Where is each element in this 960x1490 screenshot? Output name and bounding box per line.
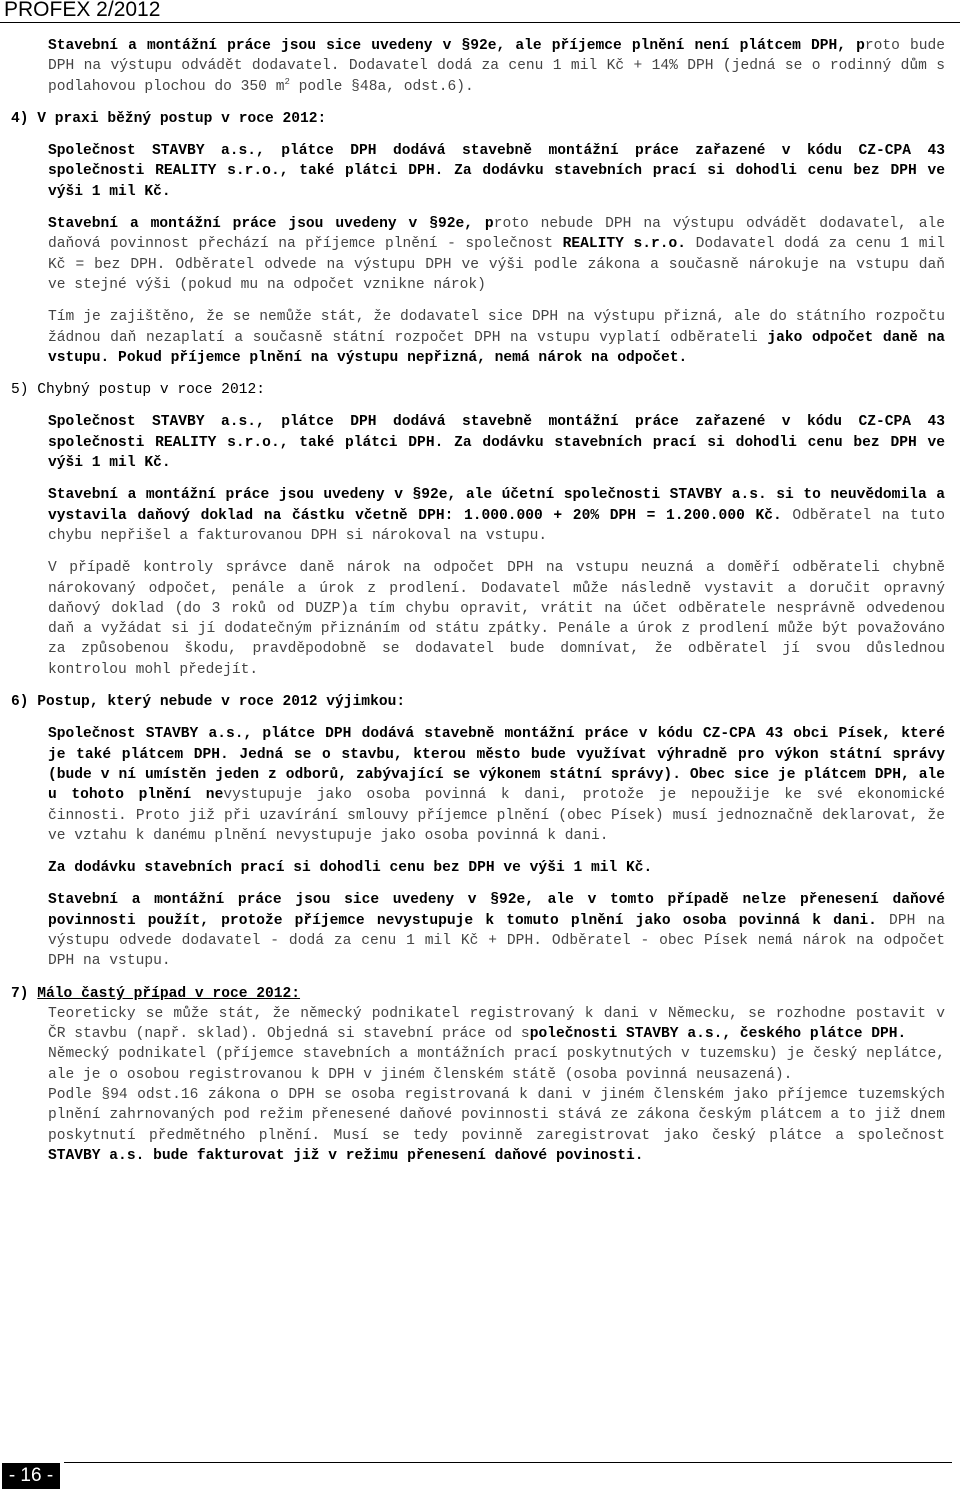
section-6-paragraph-2: Za dodávku stavebních prací si dohodli cenu bez DPH ve výši 1 mil Kč. bbox=[48, 860, 653, 877]
page-header bbox=[0, 0, 960, 23]
journal-title: PROFEX 2/2012 bbox=[4, 0, 161, 21]
section-4-paragraph-1: Společnost STAVBY a.s., plátce DPH dodává stavebně montážní práce zařazené v kódu CZ-CPA 43 společnosti REALITY s.r.o., také plátci DPH. Za dodávku stavebních prací si dohodli cenu bez DPH ve výši 1 mil Kč. bbox=[48, 143, 945, 200]
section-6-paragraph-1: Společnost STAVBY a.s., plátce DPH dodává stavebně montážní práce v kódu CZ-CPA 43 obci Písek, které je také plátcem DPH. Jedná se o stavbu, kterou město bude využívat výhradně pro výkon státní správy (bude v ní umístěn jeden z odborů, zabývající se výkonem státní správy). Obec sice je plátcem DPH, ale u tohoto plnění nevystupuje jako osoba povinná k dani, protože je nepoužije ke své ekonomické činnosti. Proto již při uzavírání smlouvy příjemce plnění (obec Písek) musí jednoznačně deklarovat, že ve vztahu k danému plnění nevystupuje jako osoba povinná k dani. bbox=[48, 726, 945, 844]
section-7-paragraph-2: Německý podnikatel (příjemce stavebních a montážních prací poskytnutých v tuzemsku) je český neplátce, ale je o osobou registrovanou k DPH v jiném členském státě (osoba povinná neusazená). bbox=[48, 1046, 945, 1083]
section-4-paragraph-3: Tím je zajištěno, že se nemůže stát, že dodavatel sice DPH na výstupu přizná, ale do státního rozpočtu žádnou daň nezaplatí a současně státní rozpočet DPH na vstupu vyplatí odběrateli jako odpočet daně na vstupu. Pokud příjemce plnění na výstupu nepřizná, nemá nárok na odpočet. bbox=[48, 309, 946, 366]
section-5-paragraph-3: V případě kontroly správce daně nárok na odpočet DPH na vstupu neuzná a doměří odběrateli chybně nárokovaný odpočet, penále a úrok z prodlení. Dodavatel může následně vystavit a doručit opravný daňový doklad (do 3 roků od DUZP)a tím chybu opravit, vrátit na účet odběratele nesprávně odvedenou daň a vyžádat si jí dodatečným přiznáním od státu zpátky. Penále a úrok z prodlení může být považováno za způsobenou škodu, pravděpodobně se dodavatel bude domnívat, že odběratel jí svou důslednou kontrolou mohl předejít. bbox=[48, 560, 945, 678]
section-5-paragraph-1: Společnost STAVBY a.s., plátce DPH dodává stavebně montážní práce zařazené v kódu CZ-CPA 43 společnosti REALITY s.r.o., také plátci DPH. Za dodávku stavebních prací si dohodli cenu bez DPH ve výši 1 mil Kč. bbox=[48, 414, 945, 472]
page-number: - 16 - bbox=[2, 1463, 60, 1489]
section-5-paragraph-2: Stavební a montážní práce jsou uvedeny v §92e, ale účetní společnosti STAVBY a.s. si to neuvědomila a vystavila daňový doklad na částku včetně DPH: 1.000.000 + 20% DPH = 1.200.000 Kč. Odběratel na tuto chybu nepřišel a fakturovanou DPH si nárokoval na vstupu. bbox=[48, 487, 945, 544]
section-4-paragraph-2: Stavební a montážní práce jsou uvedeny v §92e, proto nebude DPH na výstupu odvádět dodavatel, ale daňová povinnost přechází na příjemce plnění - společnost REALITY s.r.o. Dodavatel dodá za cenu 1 mil Kč = bez DPH. Odběratel odvede na výstupu DPH ve výši podle zákona a současně nárokuje na vstupu daň ve stejné výši (pokud mu na odpočet vznikne nárok) bbox=[48, 216, 946, 293]
section-7-paragraph-1: Teoreticky se může stát, že německý podnikatel registrovaný k dani v Německu, se rozhodne postavit v ČR stavbu (např. sklad). Objedná si stavební práce od společnosti STAVBY a.s., českého plátce DPH. bbox=[48, 1005, 945, 1043]
article-body bbox=[0, 36, 960, 1178]
section-4-heading: 4) V praxi běžný postup v roce 2012: bbox=[11, 110, 327, 127]
section-6-heading: 6) Postup, který nebude v roce 2012 výjimkou: bbox=[11, 694, 406, 711]
section-7-heading: 7) Málo častý případ v roce 2012: bbox=[11, 985, 301, 1002]
footer-divider bbox=[64, 1462, 952, 1463]
section-5-heading: 5) Chybný postup v roce 2012: bbox=[11, 382, 265, 399]
intro-paragraph: Stavební a montážní práce jsou sice uvedeny v §92e, ale příjemce plnění není plátcem DPH, proto bude DPH na výstupu odvádět dodavatel. Dodavatel dodá za cenu 1 mil Kč + 14% DPH (jedná se o rodinný dům s podlahovou plochou do 350 $m^2$ podle §48a, odst.6). bbox=[48, 38, 945, 95]
section-6-paragraph-3: Stavební a montážní práce jsou sice uvedeny v §92e, ale v tomto případě nelze přenesení daňové povinnosti použít, protože příjemce nevystupuje k tomuto plnění jako osoba povinná k dani. DPH na výstupu odvede dodavatel - dodá za cenu 1 mil Kč + DPH. Odběratel - obec Písek nemá nárok na odpočet DPH na vstupu. bbox=[48, 892, 945, 970]
section-7-paragraph-3: Podle §94 odst.16 zákona o DPH se osoba registrovaná k dani v jiném členském jako příjemce tuzemských plnění zahrnovaných pod režim přenesené daňové povinnosti stává ze zákona českým plátcem a to již dnem poskytnutí předmětného plnění. Musí se tedy povinně zaregistrovat jako český plátce a společnost STAVBY a.s. bude fakturovat již v režimu přenesení daňové povinosti. bbox=[48, 1087, 945, 1164]
